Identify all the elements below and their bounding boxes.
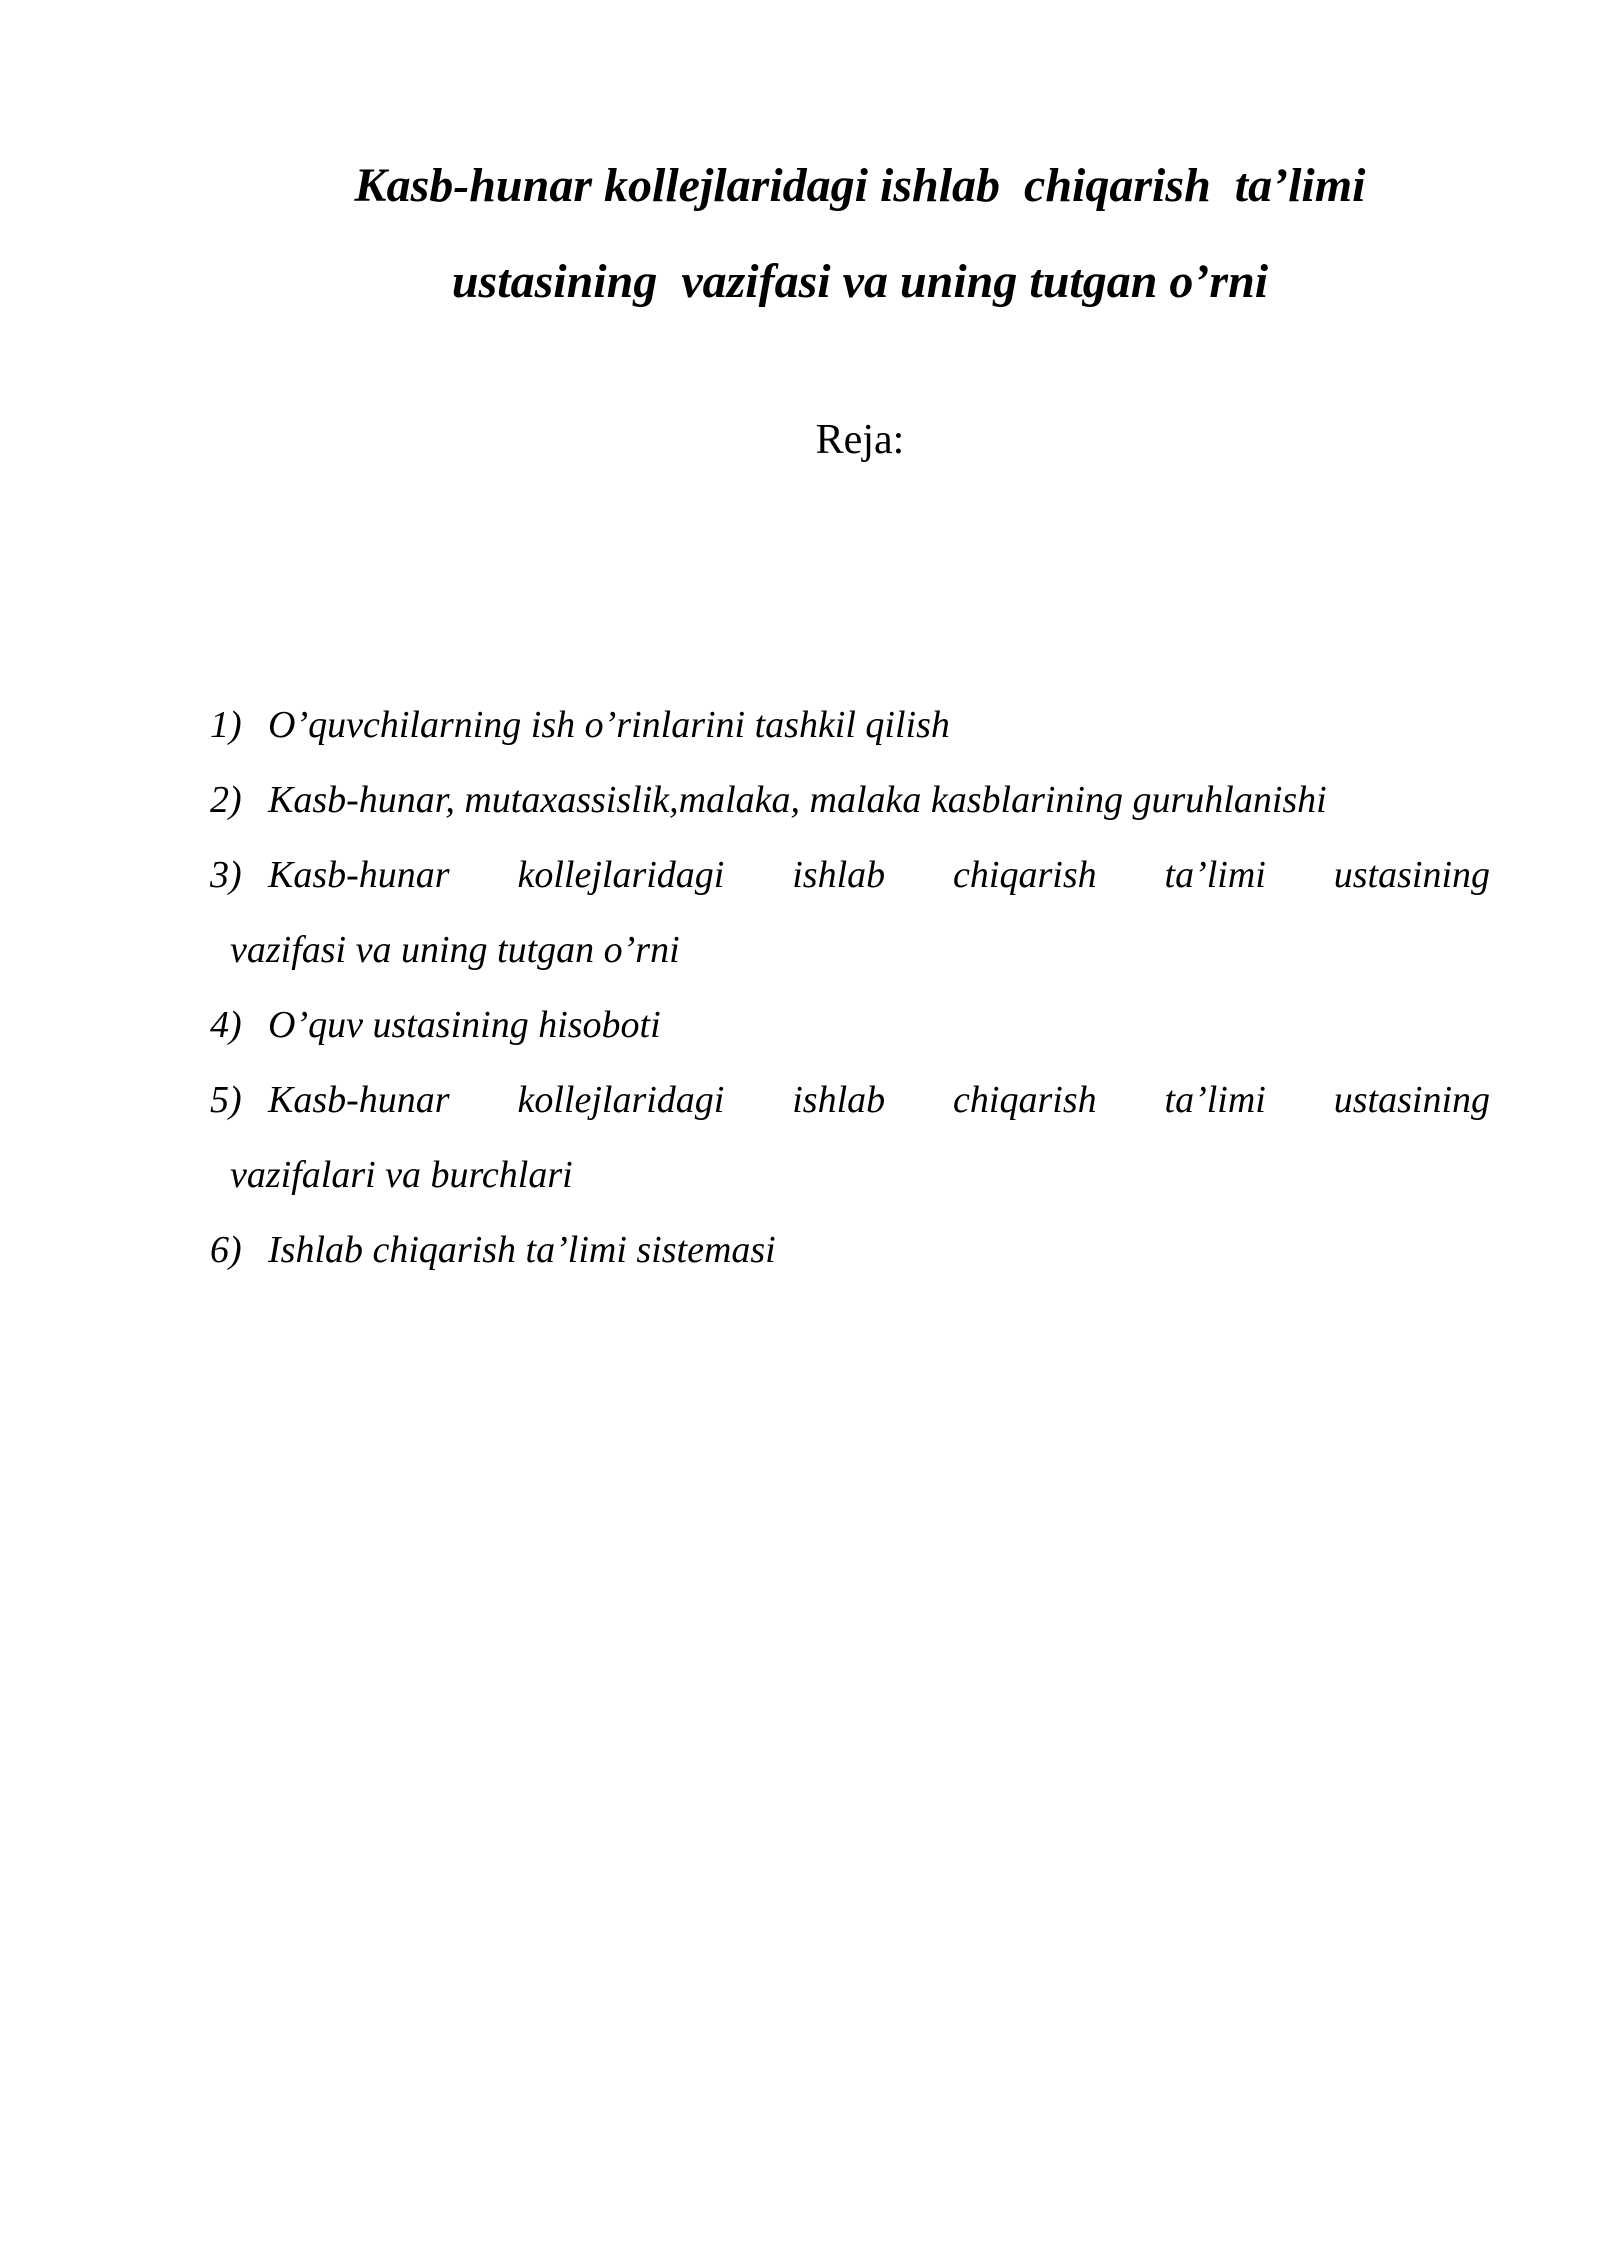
plan-item-number: 4)	[210, 1004, 242, 1046]
plan-item-5	[210, 1063, 1490, 1213]
plan-item-text-line2: vazifasi va uning tutgan o’rni	[230, 929, 680, 971]
plan-item-number: 3)	[210, 854, 242, 896]
plan-item-2	[210, 763, 1490, 838]
plan-item-text: O’quvchilarning ish o’rinlarini tashkil qilish	[268, 704, 950, 746]
plan-item-text: Kasb-hunar, mutaxassislik,malaka, malaka kasblarining guruhlanishi	[268, 779, 1327, 821]
plan-item-number: 2)	[210, 779, 242, 821]
plan-item-text: O’quv ustasining hisoboti	[268, 1004, 661, 1046]
plan-item-text-line2: vazifalari va burchlari	[230, 1154, 573, 1196]
plan-item-number: 1)	[210, 704, 242, 746]
plan-item-6	[210, 1213, 1490, 1288]
plan-item-number: 5)	[210, 1079, 242, 1121]
plan-list	[210, 688, 1490, 1288]
plan-heading: Reja:	[815, 417, 905, 463]
plan-item-text-line1: Kasb-hunar kollejlaridagi ishlab chiqarish ta’limi ustasining	[268, 854, 1490, 896]
document-title	[200, 138, 1520, 330]
title-line-2: ustasining vazifasi va uning tutgan o’rni	[451, 255, 1269, 308]
plan-item-4	[210, 988, 1490, 1063]
plan-item-3	[210, 838, 1490, 988]
plan-item-1	[210, 688, 1490, 763]
plan-item-text-line1: Kasb-hunar kollejlaridagi ishlab chiqarish ta’limi ustasining	[268, 1079, 1490, 1121]
plan-item-text: Ishlab chiqarish ta’limi sistemasi	[268, 1229, 776, 1271]
plan-item-number: 6)	[210, 1229, 242, 1271]
title-line-1: Kasb-hunar kollejlaridagi ishlab chiqarish ta’limi	[354, 159, 1366, 212]
